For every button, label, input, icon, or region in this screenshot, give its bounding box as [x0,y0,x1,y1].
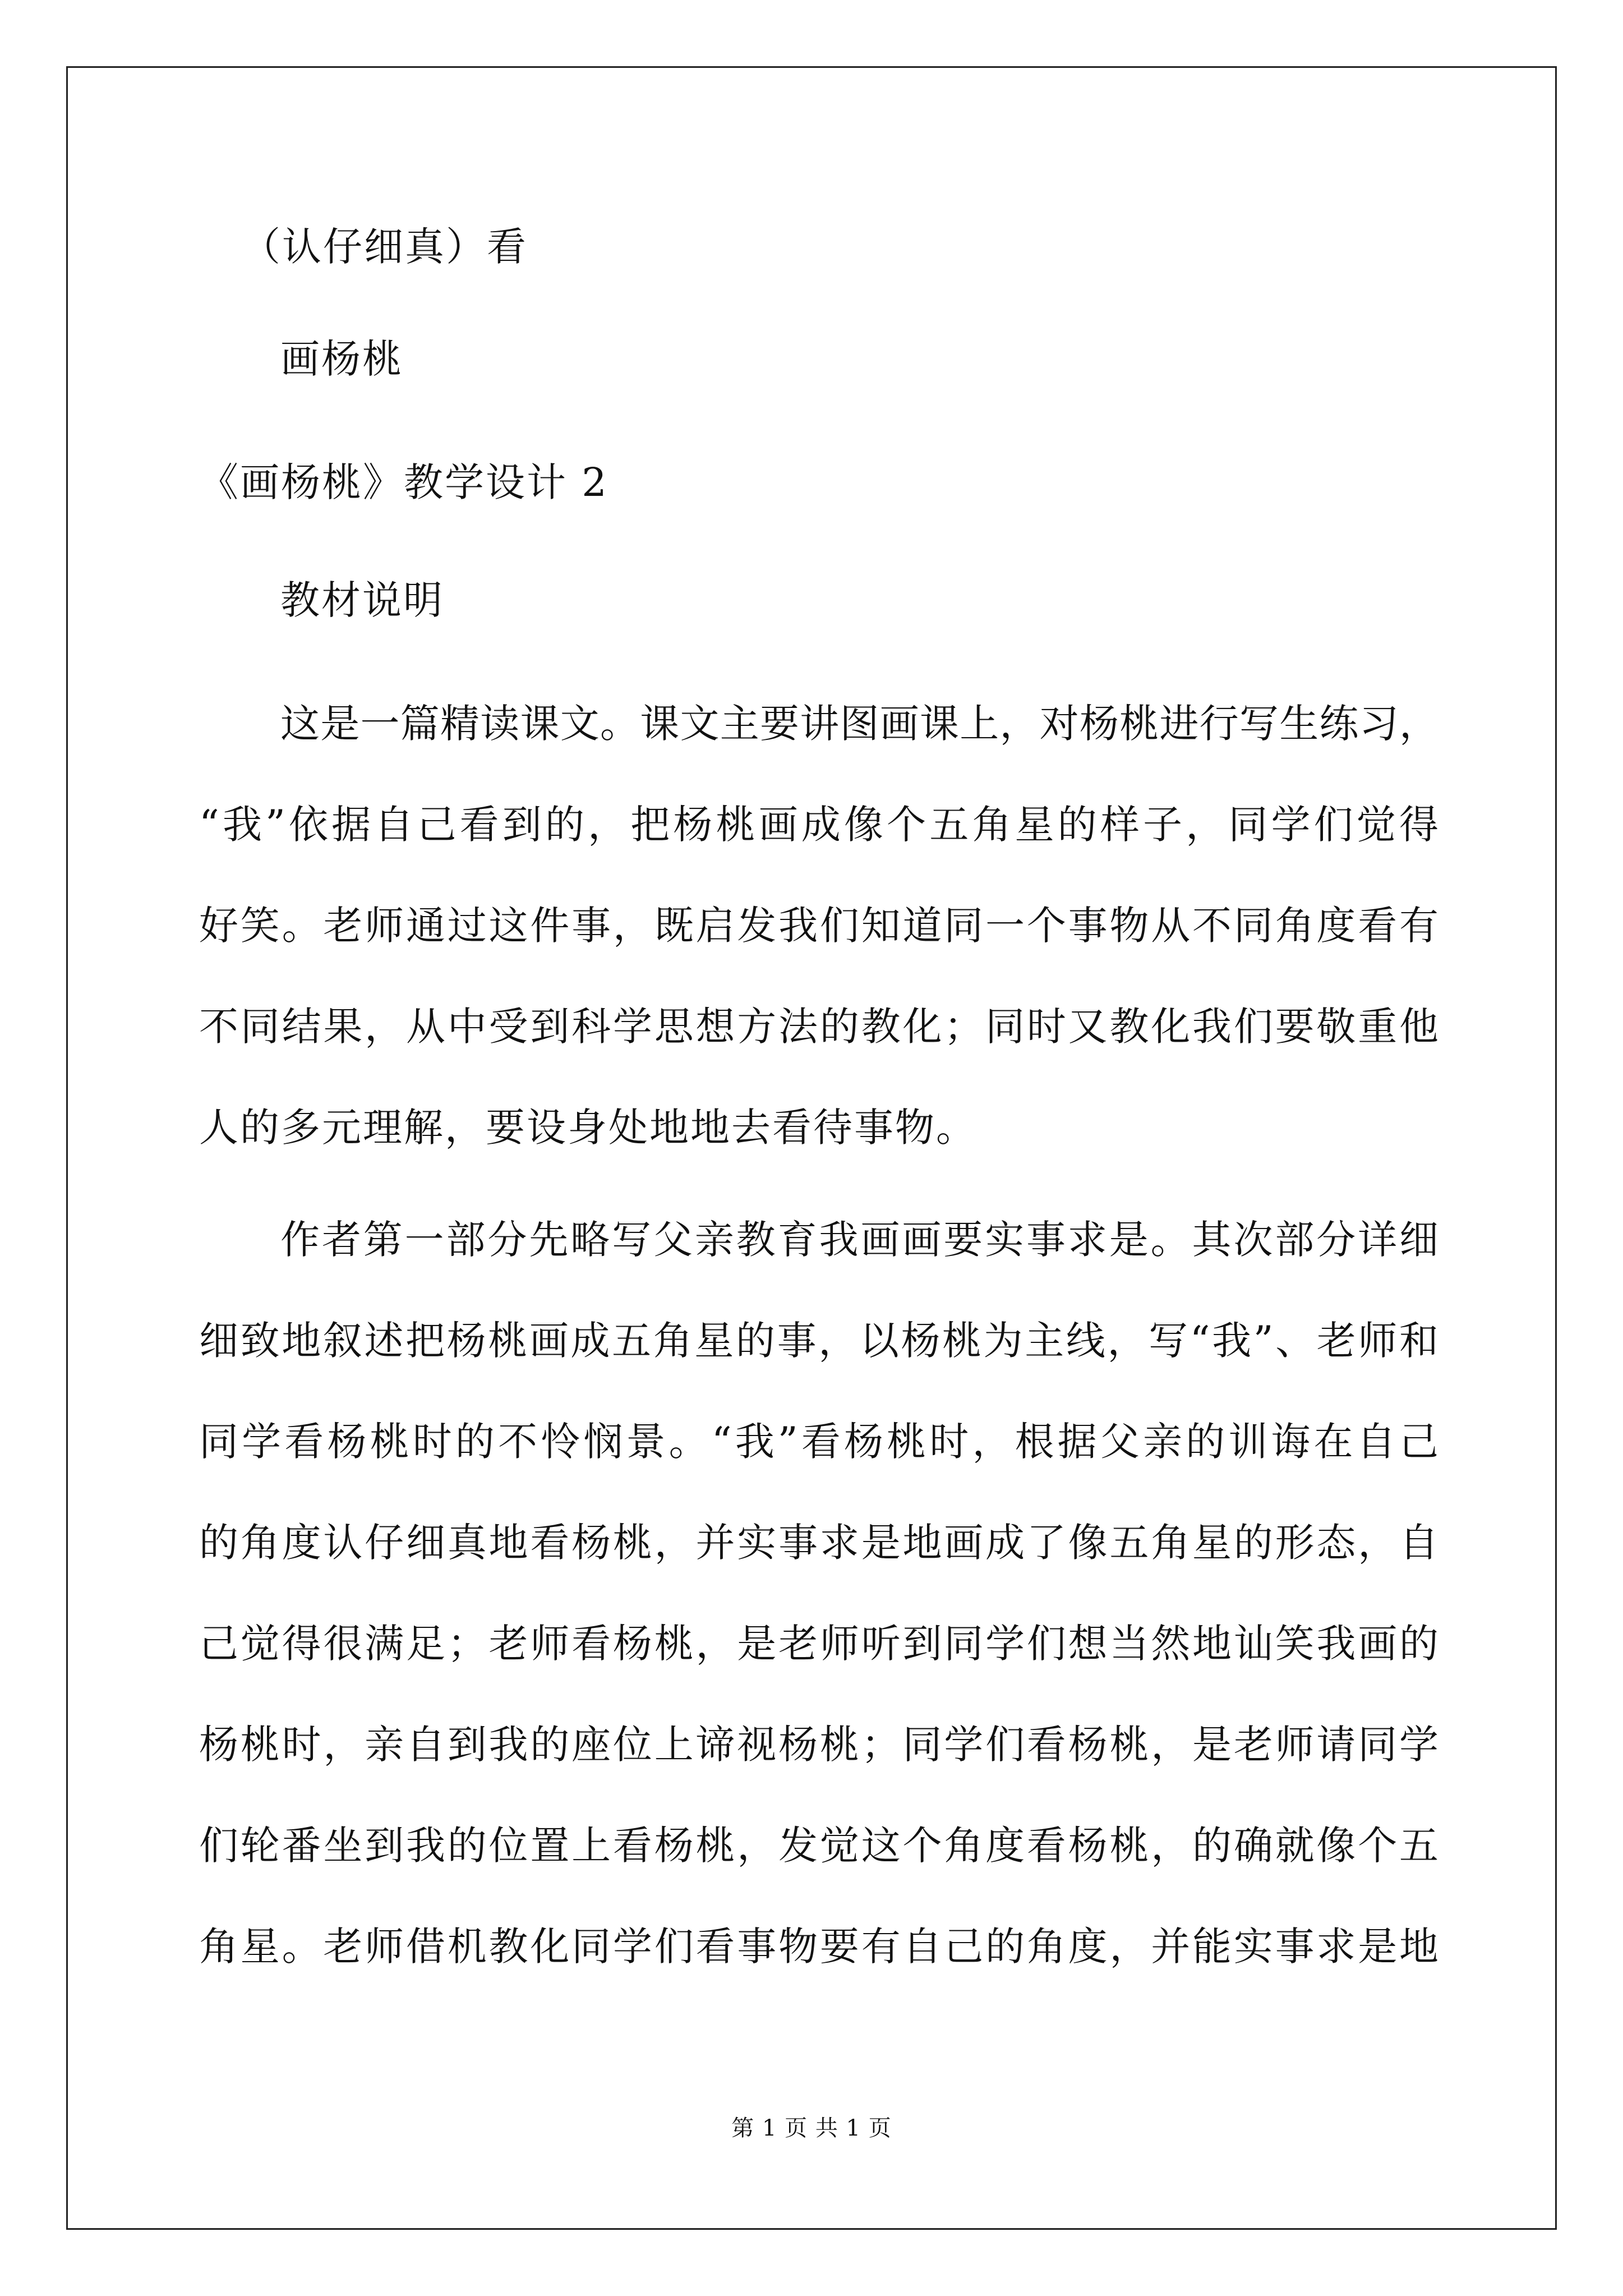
section-title: 《画杨桃》教学设计 2 [199,459,608,505]
page-footer: 第 1 页 共 1 页 [731,2115,892,2141]
paragraph-line: 杨桃时，亲自到我的座位上谛视杨桃；同学们看杨桃，是老师请同学 [199,1722,1438,1768]
paragraph-line: 作者第一部分先略写父亲教育我画画要实事求是。其次部分详细 [280,1217,1438,1263]
paragraph-line: 不同结果，从中受到科学思想方法的教化；同时又教化我们要敬重他 [199,1004,1438,1050]
section-heading: 教材说明 [280,577,444,623]
paragraph-line: 细致地叙述把杨桃画成五角星的事，以杨桃为主线，写“我”、老师和 [199,1318,1438,1364]
paragraph-line: 这是一篇精读课文。课文主要讲图画课上，对杨桃进行写生练习， [280,701,1438,747]
paragraph-line: 们轮番坐到我的位置上看杨桃，发觉这个角度看杨桃，的确就像个五 [199,1823,1438,1869]
paragraph-line: 好笑。老师通过这件事，既启发我们知道同一个事物从不同角度看有 [199,903,1438,949]
paragraph-line: 角星。老师借机教化同学们看事物要有自己的角度，并能实事求是地 [199,1924,1438,1970]
subtitle-heading: 画杨桃 [280,336,403,382]
paragraph-line: 人的多元理解，要设身处地地去看待事物。 [199,1105,977,1151]
paragraph-line: “我”依据自己看到的，把杨桃画成像个五角星的样子，同学们觉得 [199,802,1438,848]
paragraph-line: 的角度认仔细真地看杨桃，并实事求是地画成了像五角星的形态，自 [199,1520,1438,1566]
paragraph-line: 同学看杨桃时的不怜悯景。“我”看杨桃时，根据父亲的训诲在自己 [199,1419,1438,1465]
paragraph-line: 己觉得很满足；老师看杨桃，是老师听到同学们想当然地讪笑我画的 [199,1621,1438,1667]
text-line-1: （认仔细真）看 [241,224,528,270]
